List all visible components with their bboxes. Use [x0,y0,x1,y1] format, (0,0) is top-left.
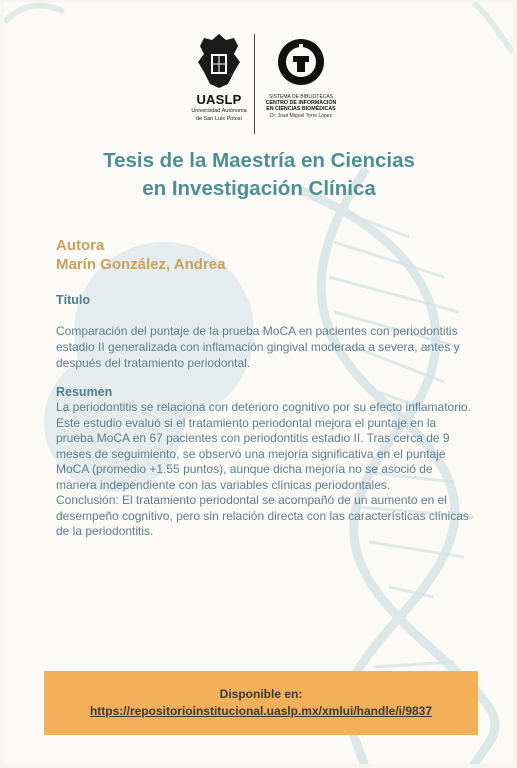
heading-line1: Tesis de la Maestría en Ciencias [103,149,415,172]
logo-divider [254,34,255,134]
uaslp-name-line1: Universidad Autónoma [191,108,247,114]
library-line4: Dr. José Miguel Torre López [269,113,333,119]
repository-link[interactable]: https://repositorioinstitucional.uaslp.mx/xmlui/handle/i/9837 [89,704,433,718]
title-text: Comparación del puntaje de la prueba MoCA en pacientes con periodontitis estadio II generalizada con inflamación gingival moderada a severa, antes y después del tratamiento periodontal. [56,324,460,370]
abstract-label: Resumen [56,385,113,399]
author-name: Marín González, Andrea [56,256,226,273]
library-emblem-icon [277,38,325,86]
author-label: Autora [56,237,105,254]
poster-frame [4,2,513,764]
abstract-paragraph: La periodontitis se relaciona con deterioro cognitivo por su efecto inflamatorio. Este estudio evaluó si el tratamiento periodontal mejora el puntaje en la prueba MoCA en 67 pacientes con periodontitis estadio II. Tras cerca de 9 meses de seguimiento, se observó una mejoría significativa en el puntaje MoCA (promedio +1.55 puntos), aunque dicha mejoría no se asoció de manera independiente con las variables clínicas periodontales. [56,400,471,492]
thesis-heading [24,147,494,203]
uaslp-logo [188,32,250,122]
logos-header [188,32,338,134]
abstract-body [56,400,476,540]
library-line2: CENTRO DE INFORMACIÓN [265,100,337,106]
conclusion-paragraph: Conclusión: El tratamiento periodontal se acompañó de un aumento en el desempeño cognitivo, pero sin relación directa con las características clínicas de la periodontitis. [56,493,469,538]
uaslp-name-line2: de San Luis Potosí [195,115,243,122]
library-line1: SISTEMA DE BIBLIOTECAS [268,94,334,100]
availability-label: Disponible en: [219,687,303,701]
uaslp-acronym: UASLP [196,92,242,107]
heading-line2: en Investigación Clínica [142,177,376,200]
availability-banner [44,671,478,735]
library-logo [260,38,342,119]
uaslp-crest-icon [194,32,244,90]
title-label: Título [56,293,91,307]
library-line3: EN CIENCIAS BIOMÉDICAS [266,106,336,112]
